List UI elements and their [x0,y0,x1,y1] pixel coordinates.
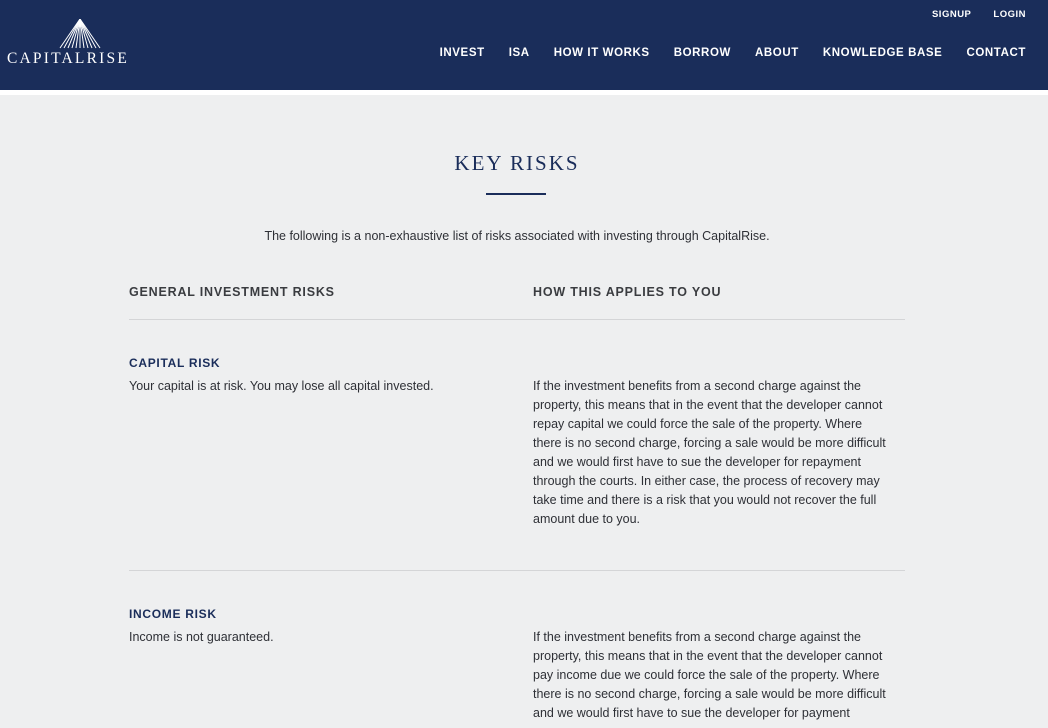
title-underline [486,193,546,195]
nav-how-it-works[interactable]: HOW IT WORKS [553,47,650,59]
site-header [0,0,1048,90]
nav-borrow[interactable]: BORROW [673,47,731,59]
logo-text: CAPITALRISE [7,50,129,67]
fan-logo-icon [58,19,102,49]
signup-link[interactable]: SIGNUP [931,9,972,20]
risk-general-income: Income is not guaranteed. [129,630,274,644]
column-header-general: GENERAL INVESTMENT RISKS [129,285,335,299]
header-divider [0,90,1048,95]
risk-title-capital: CAPITAL RISK [129,356,221,370]
nav-about[interactable]: ABOUT [754,47,799,59]
risk-applies-capital: If the investment benefits from a second charge against the property, this means that in the event that the developer cannot repay capital we could force the sale of the property. Where there is no second charge, forcing a sale would be more difficult and we would first have to sue the developer for repayment through the courts. In either case, the process of recovery may take time and there is a risk that you would not recover the full amount due to you. [533,379,886,526]
risk-applies-income: If the investment benefits from a second charge against the property, this means that in the event that the developer cannot pay income due we could force the sale of the property. Where there is no second charge, forcing a sale would be more difficult and we would first have to sue the developer for payment [533,630,886,720]
nav-contact[interactable]: CONTACT [966,47,1026,59]
intro-text: The following is a non-exhaustive list of risks associated with investing through CapitalRise. [264,229,770,243]
login-link[interactable]: LOGIN [993,9,1026,20]
risk-general-capital: Your capital is at risk. You may lose all capital invested. [129,379,434,393]
risk-title-income: INCOME RISK [129,607,217,621]
utility-nav [932,9,1026,20]
column-header-applies: HOW THIS APPLIES TO YOU [533,285,722,299]
nav-isa[interactable]: ISA [508,47,530,59]
capitalrise-logo[interactable] [7,17,157,69]
header-divider-rule [129,319,905,320]
risk-divider [129,570,905,571]
page-title: KEY RISKS [454,151,580,175]
nav-knowledge-base[interactable]: KNOWLEDGE BASE [822,47,943,59]
main-nav [440,47,1026,59]
nav-invest[interactable]: INVEST [439,47,485,59]
